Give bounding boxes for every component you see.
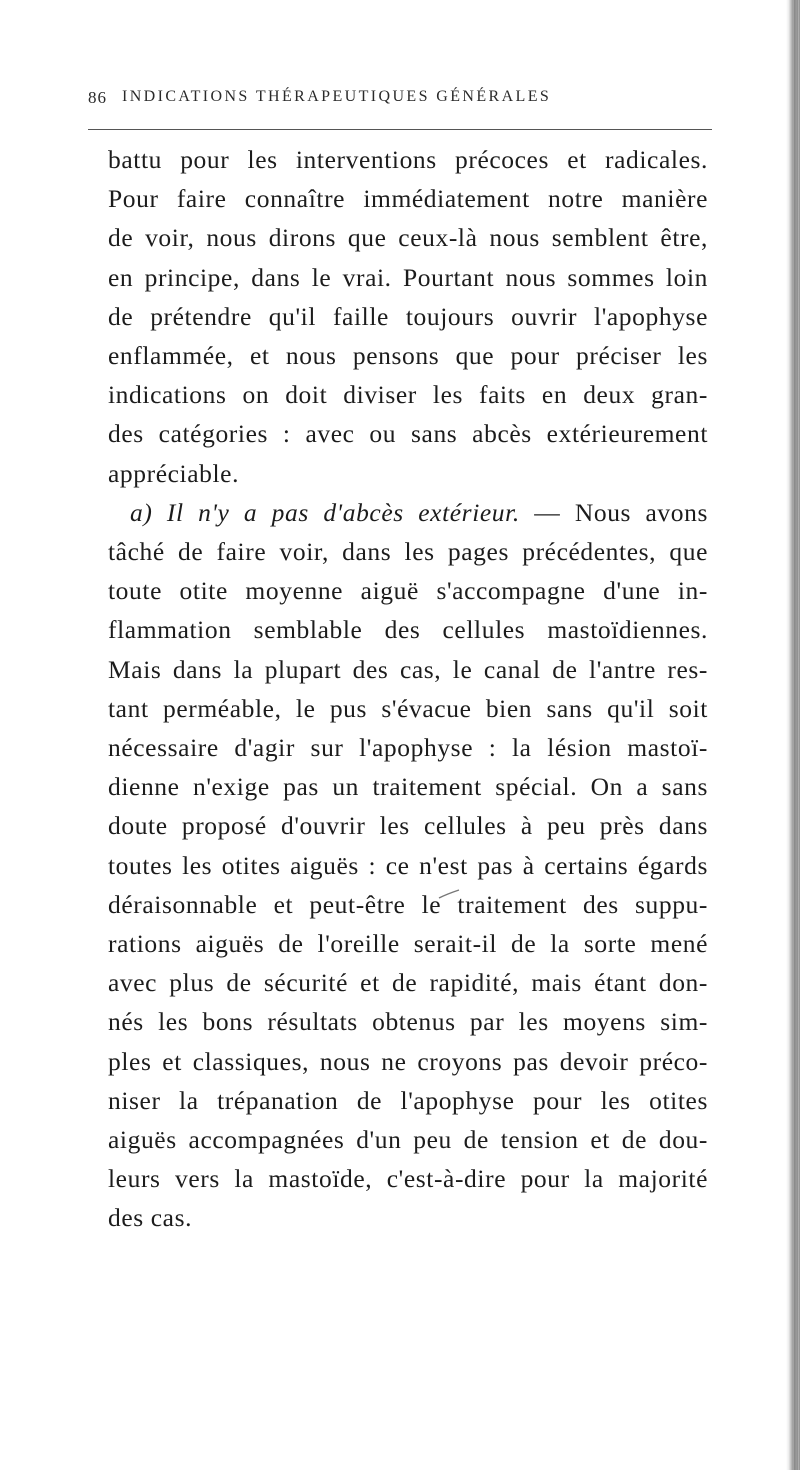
section-a-heading: a) Il n'y a pas d'abcès extérieur. (130, 497, 520, 527)
text-line: toutes les otites aiguës : ce n'est pas à certains égards (108, 850, 708, 880)
text-line: Mais dans la plupart des cas, le canal de l'antre res- (108, 654, 708, 684)
text-line: de prétendre qu'il faille toujours ouvrir l'apophyse (108, 301, 708, 331)
text-line: appréciable. (108, 458, 240, 488)
text-line: des cas. (108, 1203, 193, 1233)
text-line: leurs vers la mastoïde, c'est-à-dire pour la majorité (108, 1164, 708, 1194)
text-line: dienne n'exige pas un traitement spécial. On a sans (108, 772, 708, 802)
section-a-first-line (108, 493, 708, 532)
text-line: enflammée, et nous pensons que pour préciser les (108, 341, 708, 371)
text-line: Pour faire connaître immédiatement notre manière (108, 184, 708, 214)
text-line: niser la trépanation de l'apophyse pour les otites (108, 1085, 708, 1115)
text-line: tant perméable, le pus s'évacue bien sans qu'il soit (108, 693, 708, 723)
text-line: de voir, nous dirons que ceux-là nous semblent être, (108, 223, 708, 253)
page-edge-binding (794, 0, 798, 1470)
body-text (108, 140, 708, 1238)
page-number: 86 (88, 88, 107, 107)
text-line: nés les bons résultats obtenus par les moyens sim- (108, 1007, 708, 1037)
section-a-first-line-rest: — Nous avons (534, 497, 708, 527)
text-line: déraisonnable et peut-être le traitement des suppu- (108, 889, 708, 919)
text-line: des catégories : avec ou sans abcès extérieurement (108, 419, 708, 449)
text-line: en principe, dans le vrai. Pourtant nous sommes loin (108, 262, 708, 292)
header-rule (88, 129, 712, 130)
ink-mark (437, 888, 463, 900)
text-line: avec plus de sécurité et de rapidité, mais étant don- (108, 968, 708, 998)
text-line: flammation semblable des cellules mastoïdiennes. (108, 615, 708, 645)
text-line: battu pour les interventions précoces et radicales. (108, 145, 708, 174)
running-title: INDICATIONS THÉRAPEUTIQUES GÉNÉRALES (122, 88, 552, 105)
page-header (88, 88, 728, 128)
text-line: nécessaire d'agir sur l'apophyse : la lésion mastoï- (108, 733, 708, 763)
text-line: indications on doit diviser les faits en deux gran- (108, 380, 708, 410)
text-line: ples et classiques, nous ne croyons pas devoir préco- (108, 1046, 708, 1076)
text-line: toute otite moyenne aiguë s'accompagne d'une in- (108, 576, 708, 606)
text-line: rations aiguës de l'oreille serait-il de la sorte mené (108, 929, 708, 959)
text-line: doute proposé d'ouvrir les cellules à peu près dans (108, 811, 708, 841)
text-line: aiguës accompagnées d'un peu de tension et de dou- (108, 1125, 708, 1155)
text-line: tâché de faire voir, dans les pages précédentes, que (108, 537, 708, 567)
